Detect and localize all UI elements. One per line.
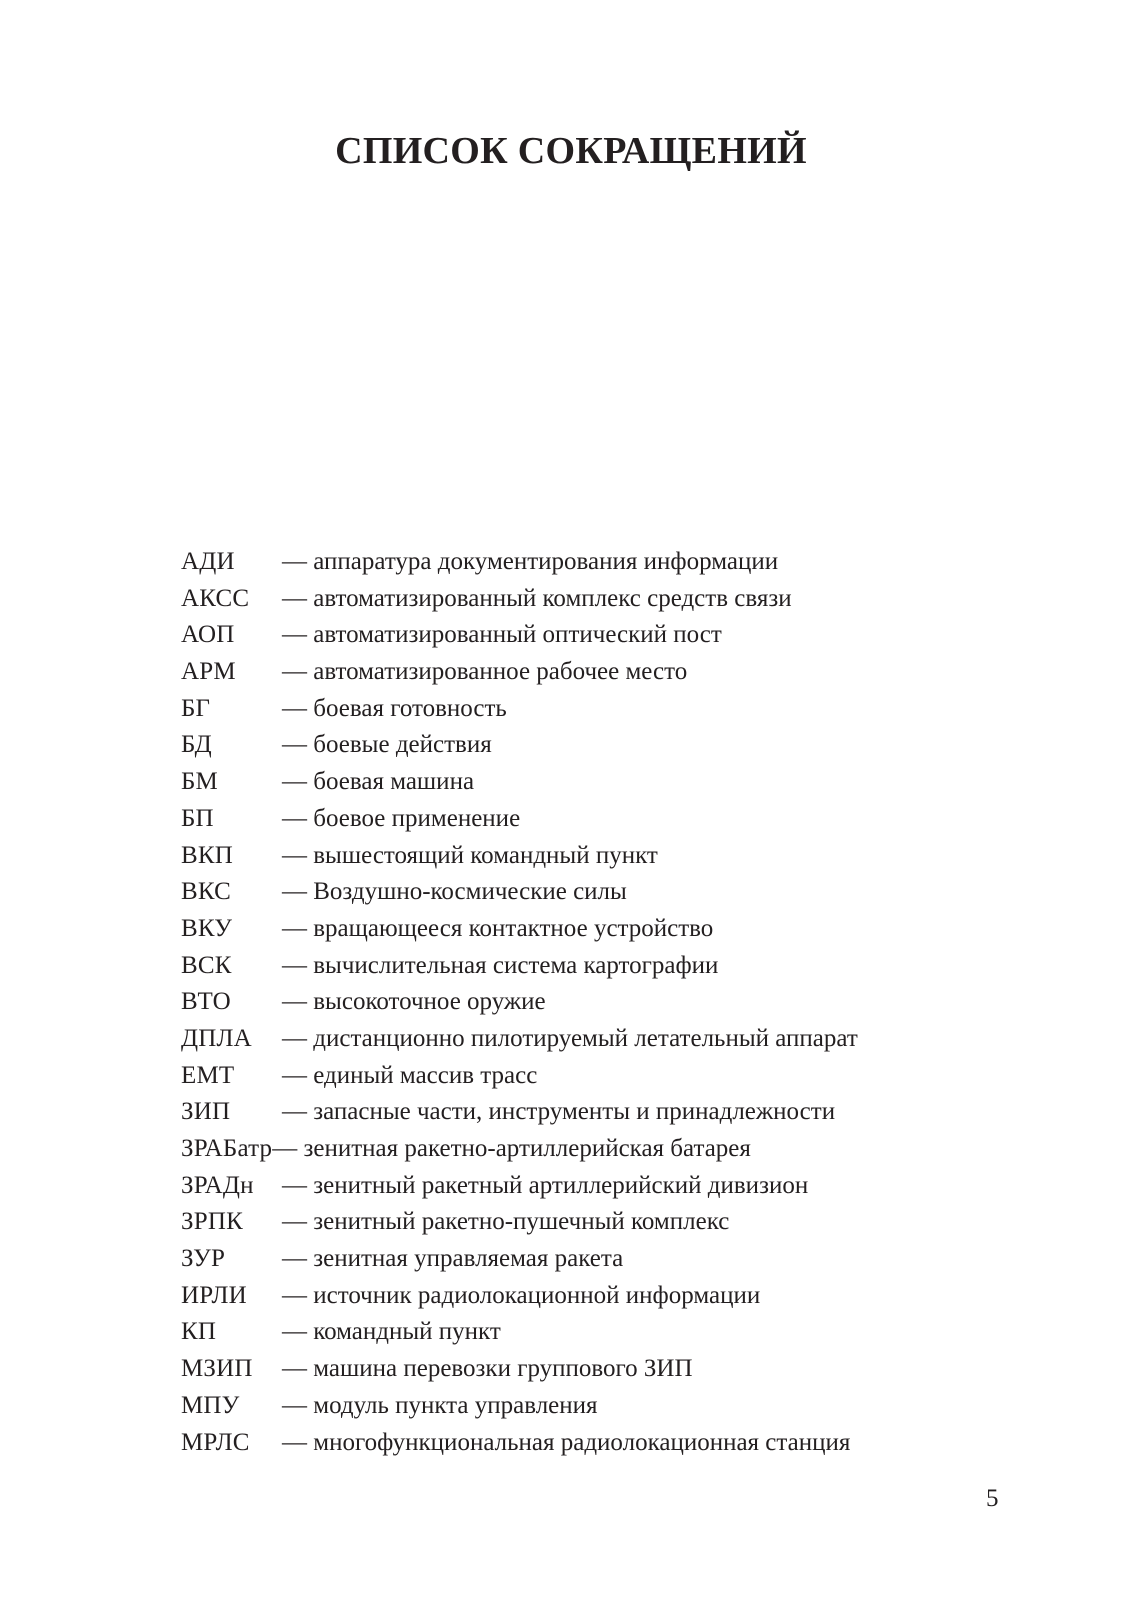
abbreviation-term: АДИ bbox=[181, 548, 235, 575]
abbreviation-definition: — Воздушно-космические силы bbox=[282, 874, 627, 911]
abbreviation-term: ДПЛА bbox=[181, 1024, 252, 1052]
abbreviation-term: ИРЛИ bbox=[181, 1281, 247, 1309]
abbreviation-definition: — командный пункт bbox=[282, 1314, 501, 1351]
abbreviation-row bbox=[181, 1241, 858, 1278]
abbreviation-term: ЗРАБатр bbox=[181, 1135, 273, 1162]
abbreviation-term: БП bbox=[181, 804, 214, 832]
abbreviation-definition: — аппаратура документирования информации bbox=[282, 544, 778, 581]
abbreviation-row bbox=[181, 691, 858, 728]
abbreviation-definition: — автоматизированное рабочее место bbox=[282, 654, 687, 691]
abbreviation-definition: — машина перевозки группового ЗИП bbox=[282, 1351, 693, 1388]
abbreviation-definition: — запасные части, инструменты и принадлежности bbox=[282, 1094, 835, 1131]
abbreviation-definition: — дистанционно пилотируемый летательный аппарат bbox=[282, 1021, 858, 1058]
abbreviation-term: БГ bbox=[181, 694, 211, 722]
abbreviation-definition: — высокоточное оружие bbox=[282, 984, 546, 1021]
abbreviation-row bbox=[181, 654, 858, 691]
abbreviation-row bbox=[181, 1131, 858, 1168]
abbreviation-term: АОП bbox=[181, 621, 235, 649]
abbreviation-term: ВКУ bbox=[181, 914, 233, 942]
abbreviation-row bbox=[181, 617, 858, 654]
abbreviation-definition: — боевая машина bbox=[282, 764, 474, 801]
abbreviation-row bbox=[181, 874, 858, 911]
abbreviation-term: ЗИП bbox=[181, 1098, 231, 1126]
abbreviation-definition: — боевая готовность bbox=[282, 691, 507, 728]
abbreviation-row bbox=[181, 764, 858, 801]
abbreviation-term: ЗУР bbox=[181, 1245, 226, 1273]
abbreviation-definition: — зенитная управляемая ракета bbox=[282, 1241, 623, 1278]
abbreviation-row bbox=[181, 1021, 858, 1058]
abbreviation-row bbox=[181, 581, 858, 618]
abbreviation-row bbox=[181, 911, 858, 948]
abbreviation-term: БД bbox=[181, 731, 212, 759]
abbreviation-term: ВТО bbox=[181, 988, 231, 1016]
abbreviation-definition: — автоматизированный оптический пост bbox=[282, 617, 722, 654]
abbreviation-row bbox=[181, 984, 858, 1021]
abbreviation-term: ЕМТ bbox=[181, 1061, 235, 1089]
abbreviation-definition: — многофункциональная радиолокационная станция bbox=[282, 1425, 850, 1462]
abbreviation-row bbox=[181, 1204, 858, 1241]
abbreviation-row bbox=[181, 801, 858, 838]
abbreviation-term: АКСС bbox=[181, 584, 250, 612]
abbreviation-row bbox=[181, 1278, 858, 1315]
abbreviation-row bbox=[181, 1058, 858, 1095]
abbreviation-list bbox=[181, 544, 858, 1461]
abbreviation-definition: — вычислительная система картографии bbox=[282, 948, 718, 985]
abbreviation-definition: — автоматизированный комплекс средств связи bbox=[282, 581, 792, 618]
abbreviation-row bbox=[181, 1314, 858, 1351]
abbreviation-term: ВСК bbox=[181, 951, 232, 979]
abbreviation-definition: — зенитный ракетно-пушечный комплекс bbox=[282, 1204, 729, 1241]
abbreviation-row bbox=[181, 948, 858, 985]
abbreviation-row bbox=[181, 544, 858, 581]
abbreviation-definition: — модуль пункта управления bbox=[282, 1388, 598, 1425]
abbreviation-row bbox=[181, 1388, 858, 1425]
abbreviation-term: БМ bbox=[181, 768, 218, 796]
abbreviation-row bbox=[181, 838, 858, 875]
abbreviation-term: АРМ bbox=[181, 658, 236, 686]
abbreviation-term: ЗРПК bbox=[181, 1208, 243, 1236]
abbreviation-definition: — зенитная ракетно-артиллерийская батарея bbox=[272, 1131, 751, 1168]
abbreviation-row bbox=[181, 1425, 858, 1462]
abbreviation-definition: — источник радиолокационной информации bbox=[282, 1278, 760, 1315]
abbreviation-term: МПУ bbox=[181, 1391, 240, 1419]
abbreviation-definition: — единый массив трасс bbox=[282, 1058, 537, 1095]
abbreviation-term: ЗРАДн bbox=[181, 1171, 254, 1199]
abbreviation-definition: — зенитный ракетный артиллерийский дивизион bbox=[282, 1168, 808, 1205]
abbreviation-definition: — вышестоящий командный пункт bbox=[282, 838, 658, 875]
abbreviation-definition: — вращающееся контактное устройство bbox=[282, 911, 713, 948]
abbreviation-term: МРЛС bbox=[181, 1428, 250, 1456]
abbreviation-definition: — боевые действия bbox=[282, 727, 492, 764]
abbreviation-row bbox=[181, 727, 858, 764]
abbreviation-term: ВКС bbox=[181, 878, 232, 906]
abbreviation-row bbox=[181, 1168, 858, 1205]
page-title: СПИСОК СОКРАЩЕНИЙ bbox=[335, 130, 807, 172]
page-number: 5 bbox=[986, 1485, 999, 1512]
abbreviation-row bbox=[181, 1094, 858, 1131]
abbreviation-row bbox=[181, 1351, 858, 1388]
abbreviation-term: МЗИП bbox=[181, 1355, 253, 1383]
abbreviation-term: ВКП bbox=[181, 841, 234, 869]
abbreviation-term: КП bbox=[181, 1318, 217, 1346]
abbreviation-definition: — боевое применение bbox=[282, 801, 520, 838]
